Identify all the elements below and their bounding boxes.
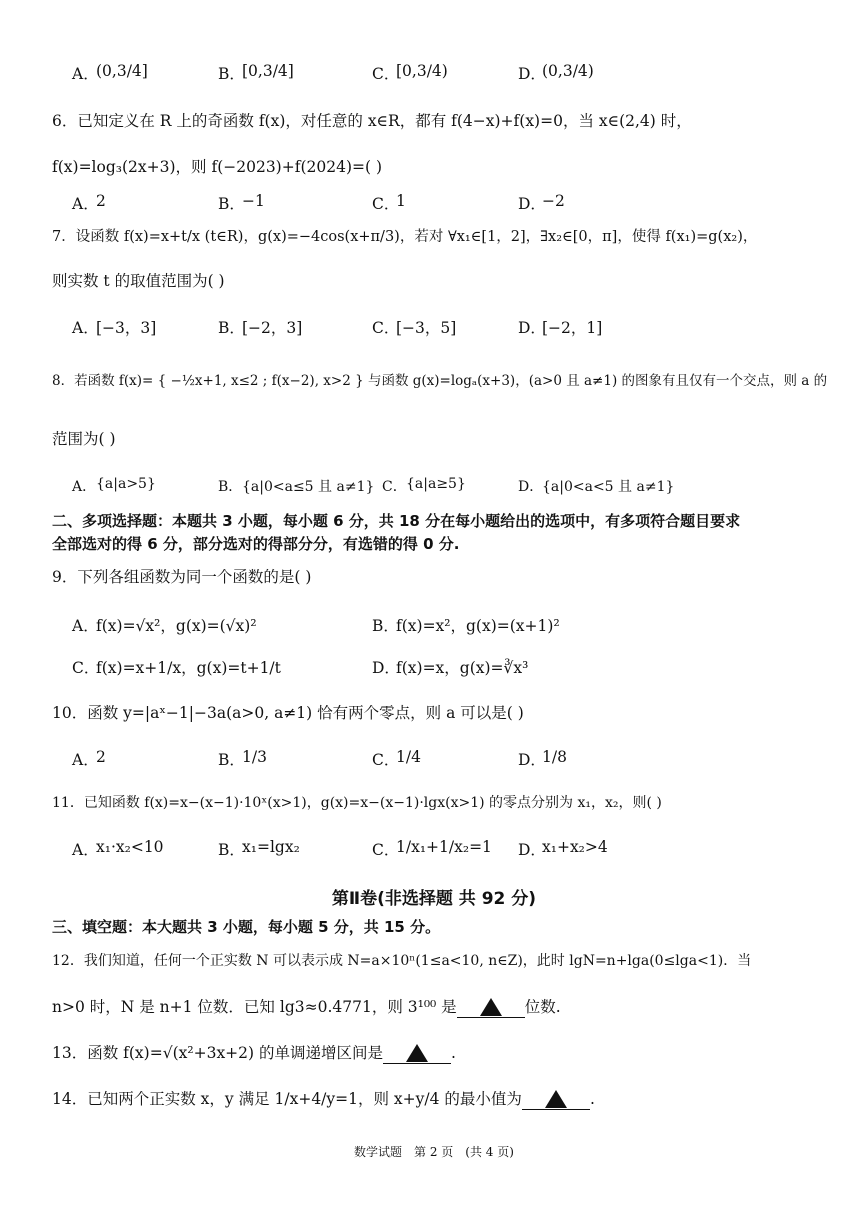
q13-stem: 13．函数 f(x)=√(x²+3x+2) 的单调递增区间是 .: [52, 1044, 456, 1062]
q9-stem: 9．下列各组函数为同一个函数的是( ): [52, 568, 312, 586]
answer-blank[interactable]: [457, 997, 525, 1018]
q9-options-row1: [52, 614, 828, 644]
answer-blank[interactable]: [522, 1089, 590, 1110]
triangle-marker-icon: [545, 1090, 567, 1108]
option-c: C． f(x)=x+1/x，g(x)=t+1/t: [72, 659, 281, 677]
option-a: A． (0,3/4]: [72, 62, 148, 83]
option-a: A． 2: [72, 192, 106, 213]
option-d: D． (0,3/4): [518, 62, 594, 83]
option-c: C． {a|a≥5}: [382, 476, 466, 495]
option-c: C． [−3，5]: [372, 319, 457, 337]
page-footer: 数学试题 第 2 页 (共 4 页): [354, 1145, 514, 1159]
q8-stem-line1: 8．若函数 f(x)= { −½x+1, x≤2 ; f(x−2), x>2 } 与函数 g(x)=logₐ(x+3)，(a>0 且 a≠1) 的图象有且仅有一个交点，则 a 的: [52, 373, 828, 389]
option-a: A． [−3，3]: [72, 319, 157, 337]
section3-heading: 三、填空题：本大题共 3 小题，每小题 5 分，共 15 分。: [52, 918, 441, 936]
option-d: D． f(x)=x，g(x)=∛x³: [372, 659, 529, 677]
part2-title: 第Ⅱ卷(非选择题 共 92 分): [331, 889, 537, 909]
option-c: C． 1: [372, 192, 406, 213]
option-b: B． 1/3: [218, 748, 267, 769]
option-b: B． x₁=lgx₂: [218, 838, 300, 859]
section2-heading-line2: 全部选对的得 6 分，部分选对的得部分分，有选错的得 0 分.: [52, 535, 460, 553]
q7-stem-line1: 7．设函数 f(x)=x+t/x (t∈R)，g(x)=−4cos(x+π/3)，若对 ∀x₁∈[1，2]，∃x₂∈[0，π]，使得 f(x₁)=g(x₂)，: [52, 229, 758, 245]
section2-heading-line1: 二、多项选择题：本题共 3 小题，每小题 6 分，共 18 分在每小题给出的选项中，有多项符合题目要求: [52, 512, 741, 530]
option-d: D． x₁+x₂>4: [518, 838, 608, 859]
q6-options: [52, 192, 828, 222]
option-d: D． 1/8: [518, 748, 567, 769]
q10-options: [52, 748, 828, 778]
option-b: B． f(x)=x²，g(x)=(x+1)²: [372, 617, 560, 635]
answer-blank[interactable]: [383, 1043, 451, 1064]
q8-options: [52, 476, 828, 506]
option-a: A． {a|a>5}: [72, 476, 156, 495]
q11-options: [52, 838, 828, 868]
q5-options: [52, 62, 828, 92]
q10-stem: 10．函数 y=|aˣ−1|−3a(a>0, a≠1) 恰有两个零点，则 a 可以是( ): [52, 704, 524, 722]
q6-stem-line2: f(x)=log₃(2x+3)，则 f(−2023)+f(2024)=( ): [52, 158, 382, 176]
q8-stem-line2: 范围为( ): [52, 430, 116, 448]
option-d: D． {a|0<a<5 且 a≠1}: [518, 479, 675, 495]
triangle-marker-icon: [406, 1044, 428, 1062]
option-d: D． −2: [518, 192, 565, 213]
q6-stem-line1: 6．已知定义在 R 上的奇函数 f(x)，对任意的 x∈R，都有 f(4−x)+f(x)=0，当 x∈(2,4) 时，: [52, 112, 692, 130]
option-c: C． 1/x₁+1/x₂=1: [372, 838, 492, 859]
option-a: A． x₁·x₂<10: [72, 838, 164, 859]
option-a: A． f(x)=√x²，g(x)=(√x)²: [72, 617, 257, 635]
option-b: B． −1: [218, 192, 265, 213]
triangle-marker-icon: [480, 998, 502, 1016]
option-d: D． [−2，1]: [518, 319, 603, 337]
q12-stem-line1: 12．我们知道，任何一个正实数 N 可以表示成 N=a×10ⁿ(1≤a<10, n∈Z)，此时 lgN=n+lga(0≤lga<1)．当: [52, 953, 752, 969]
option-b: B． [−2，3]: [218, 319, 303, 337]
q12-stem-line2: n>0 时，N 是 n+1 位数．已知 lg3≈0.4771，则 3¹⁰⁰ 是 位数.: [52, 998, 561, 1016]
q7-stem-line2: 则实数 t 的取值范围为( ): [52, 272, 225, 290]
option-a: A． 2: [72, 748, 106, 769]
q14-stem: 14．已知两个正实数 x，y 满足 1/x+4/y=1，则 x+y/4 的最小值为 .: [52, 1090, 595, 1108]
q9-options-row2: [52, 656, 828, 686]
option-b: B． [0,3/4]: [218, 62, 294, 83]
q7-options: [52, 316, 828, 346]
option-c: C． [0,3/4): [372, 62, 448, 83]
q11-stem: 11．已知函数 f(x)=x−(x−1)·10ˣ(x>1)，g(x)=x−(x−1)·lgx(x>1) 的零点分别为 x₁，x₂，则( ): [52, 795, 662, 811]
option-c: C． 1/4: [372, 748, 421, 769]
option-b: B． {a|0<a≤5 且 a≠1}: [218, 479, 375, 495]
